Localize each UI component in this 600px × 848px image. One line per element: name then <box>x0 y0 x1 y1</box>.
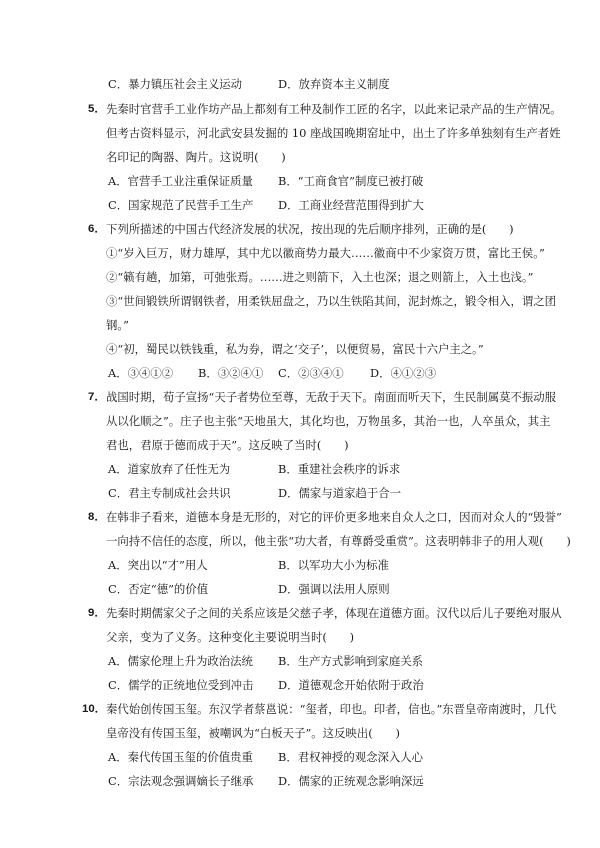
question-10-number: 10． <box>82 703 107 715</box>
question-9-stem-line: 先秦时期儒家父子之间的关系应该是父慈子孝，体现在道德方面。汉代以后儿子要绝对服从 <box>106 606 562 620</box>
question-5-number: 5． <box>88 103 106 115</box>
question-6-item: ④“初，蜀民以铁钱重，私为券，谓之‘交子’，以便贸易，富民十六户主之。” <box>106 342 484 356</box>
question-10-option-c: C．宗法观念强调嫡长子继承 <box>108 774 254 788</box>
question-5-option-d: D．工商业经营范围得到扩大 <box>278 198 424 212</box>
question-6-option-a: A．③④①② <box>108 366 174 380</box>
question-9-option-c: C．儒学的正统地位受到冲击 <box>108 678 254 692</box>
question-7-number: 7． <box>88 391 106 403</box>
question-7-option-b: B．重建社会秩序的诉求 <box>278 462 401 476</box>
question-7-stem-line: 从以化顺之”。庄子也主张“天地虽大，其化均也，万物虽多，其治一也，人卒虽众，其主 <box>106 414 551 428</box>
question-6-stem-line: 下列所描述的中国古代经济发展的状况，按出现的先后顺序排列，正确的是( ) <box>106 222 514 236</box>
question-6-option-b: B．③②④① <box>198 366 264 380</box>
question-7-option-a: A．道家放弃了任性无为 <box>108 462 231 476</box>
question-7-stem-line: 战国时期，荀子宣扬“天子者势位至尊，无敌于天下。南面而听天下，生民制属莫不振动服 <box>106 390 557 404</box>
question-9-number: 9． <box>88 607 106 619</box>
question-10-option-b: B．君权神授的观念深入人心 <box>278 750 424 764</box>
question-8-option-c: C．否定“德”的价值 <box>108 582 209 596</box>
question-7-stem-line: 君也，君原于德而成于天”。这反映了当时( ) <box>106 438 349 452</box>
question-8-number: 8． <box>88 511 106 523</box>
prev-option-c: C．暴力镇压社会主义运动 <box>108 77 243 91</box>
question-6-item: ③“世间锻铁所谓钢铁者，用柔铁屈盘之，乃以生铁陷其间，泥封炼之，锻令相入，谓之团 <box>106 294 557 308</box>
question-7-option-c: C．君主专制成社会共识 <box>108 486 231 500</box>
question-9-stem-line: 父亲，变为了义务。这种变化主要说明当时( ) <box>106 630 355 644</box>
question-10-option-a: A．秦代传国玉玺的价值贵重 <box>108 750 253 764</box>
question-9-option-a: A．儒家伦理上升为政治法统 <box>108 654 253 668</box>
question-6-item: ②“籁有趟，加第，可弛张焉。……进之则箭下，入土也深；退之则箭上，入土也浅。” <box>106 270 534 284</box>
question-9-option-b: B．生产方式影响到家庭关系 <box>278 654 424 668</box>
prev-option-d: D．放弃资本主义制度 <box>278 77 390 91</box>
question-10-stem-line: 皇帝没有传国玉玺，被嘲讽为“白板天子”。这反映出( ) <box>106 726 400 740</box>
question-5-stem-line: 但考古资料显示，河北武安县发掘的 10 座战国晚期窑址中，出土了许多单独刻有生产者姓 <box>106 126 561 140</box>
question-7-option-d: D．儒家与道家趋于合一 <box>278 486 402 500</box>
question-5-stem-line: 先秦时官营手工业作坊产品上都刻有工种及制作工匠的名字，以此来记录产品的生产情况。 <box>106 102 562 116</box>
question-8-option-d: D．强调以法用人原则 <box>278 582 390 596</box>
question-8-option-a: A．突出以“才”用人 <box>108 558 208 572</box>
question-6-item: ①“岁入巨万，财力雄厚，其中尤以徽商势力最大……徽商中不少家资万贯，富比王侯。” <box>106 246 545 260</box>
question-10-option-d: D．儒家的正统观念影响深远 <box>278 774 424 788</box>
question-6-number: 6． <box>88 223 106 235</box>
question-5-stem-line: 名印记的陶器、陶片。这说明( ) <box>106 150 286 164</box>
question-6-option-c: C．②③④① <box>278 366 344 380</box>
question-10-stem-line: 秦代始创传国玉玺。东汉学者蔡邕说：“玺者，印也。印者，信也。”东晋皇帝南渡时，几代 <box>106 702 557 716</box>
question-8-option-b: B．以军功大小为标准 <box>278 558 389 572</box>
question-8-stem-line: 一向持不信任的态度，所以，他主张“功大者，有尊爵受重赏”。这表明韩非子的用人观( ) <box>106 534 571 548</box>
question-8-stem-line: 在韩非子看来，道德本身是无形的，对它的评价更多地来自众人之口，因而对众人的“毁誉” <box>106 510 562 524</box>
question-5-option-c: C．国家规范了民营手工生产 <box>108 198 254 212</box>
question-5-option-b: B．“工商食官”制度已被打破 <box>278 174 424 188</box>
question-6-item: 钢。” <box>106 318 129 332</box>
question-6-option-d: D．④①②③ <box>370 366 437 380</box>
question-5-option-a: A．官营手工业注重保证质量 <box>108 174 253 188</box>
question-9-option-d: D．道德观念开始依附于政治 <box>278 678 424 692</box>
